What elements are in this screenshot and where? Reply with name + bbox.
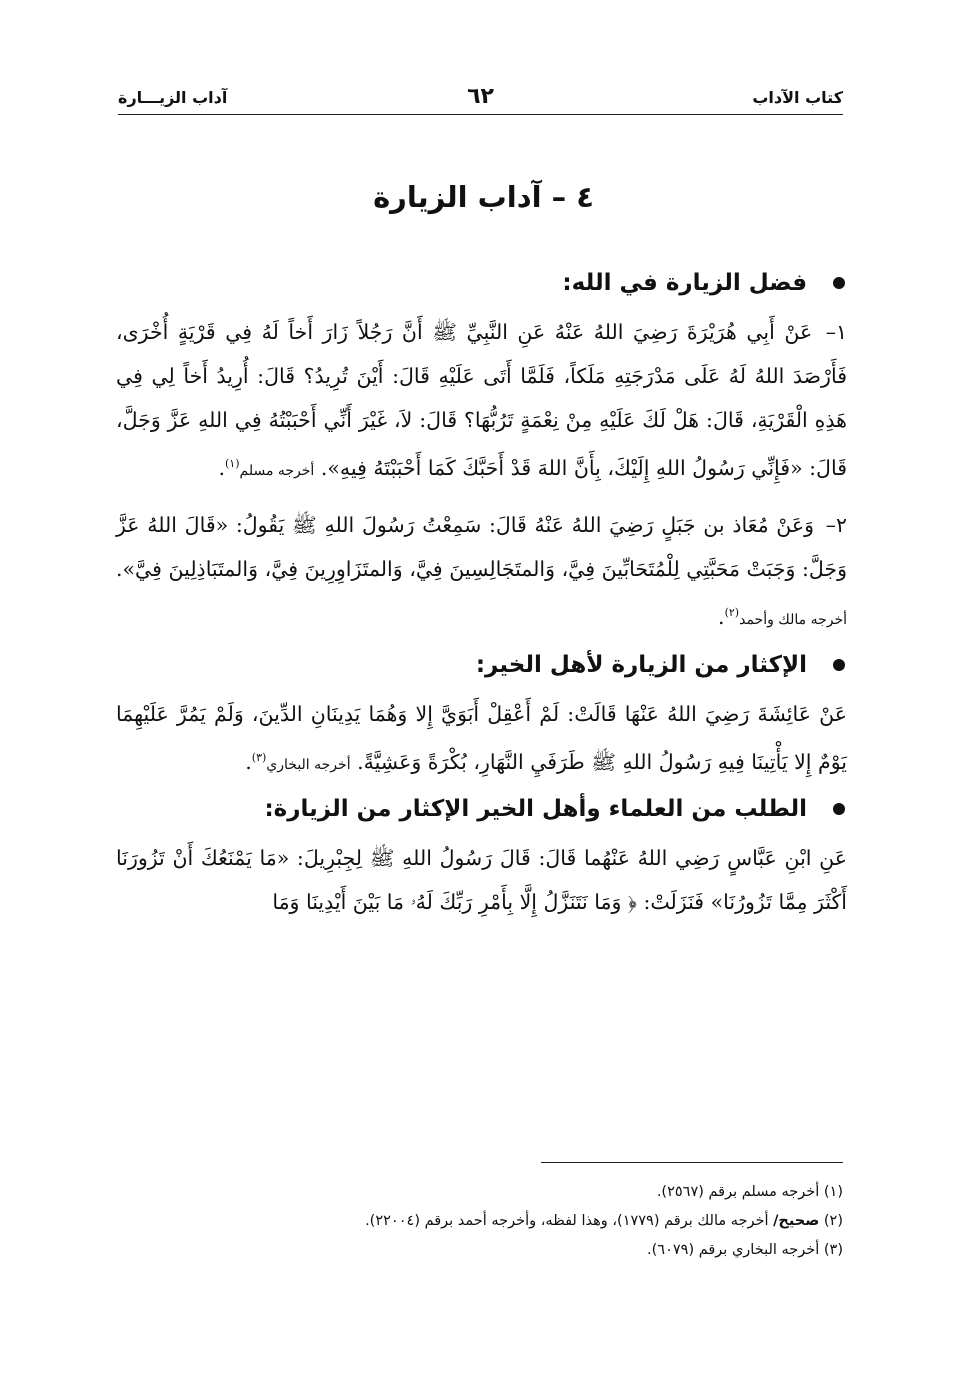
item-number: ١– bbox=[825, 320, 847, 344]
section-heading bbox=[116, 796, 847, 822]
footnote-text: أخرجه البخاري برقم (٦٠٧٩). bbox=[647, 1242, 820, 1258]
hadith-paragraph: ١– عَنْ أَبِي هُرَيْرَةَ رَضِيَ اللهُ عَنْهُ عَنِ النَّبِيِّ ﷺ أَنَّ رَجُلاً زَارَ أَخاً لَهُ فِي قَرْيَةٍ أُخْرَى، فَأَرْصَدَ اللهُ لَهُ عَلَى مَدْرَجَتِهِ مَلَكاً، فَلَمَّا أَتَى عَلَيْهِ قَالَ: أَيْنَ تُرِيدُ؟ قَالَ: أُرِيدُ أَخاً لِي فِي هَذِهِ الْقَرْيَةِ، قَالَ: هَلْ لَكَ عَلَيْهِ مِنْ نِعْمَةٍ تَرُبُّهَا؟ قَالَ: لاَ، غَيْرَ أَنِّي أَحْبَبْتُهُ فِي اللهِ عَزَّ وَجَلَّ، قَالَ: «فَإِنِّي رَسُولُ اللهِ إِلَيْكَ، بِأَنَّ اللهَ قَدْ أَحَبَّكَ كَمَا أَحْبَبْتَهُ فِيهِ». أخرجه مسلم$^{(١)}$. bbox=[116, 320, 847, 480]
hadith-text: عَنْ أَبِي هُرَيْرَةَ رَضِيَ اللهُ عَنْهُ عَنِ النَّبِيِّ ﷺ أَنَّ رَجُلاً زَارَ أَخاً لَهُ فِي قَرْيَةٍ أُخْرَى، فَأَرْصَدَ اللهُ لَهُ عَلَى مَدْرَجَتِهِ مَلَكاً، فَلَمَّا أَتَى عَلَيْهِ قَالَ: أَيْنَ تُرِيدُ؟ قَالَ: أُرِيدُ أَخاً لِي فِي هَذِهِ الْقَرْيَةِ، قَالَ: هَلْ لَكَ عَلَيْهِ مِنْ نِعْمَةٍ تَرُبُّهَا؟ قَالَ: لاَ، غَيْرَ أَنِّي أَحْبَبْتُهُ فِي اللهِ عَزَّ وَجَلَّ، قَالَ: «فَإِنِّي رَسُولُ اللهِ إِلَيْكَ، بِأَنَّ اللهَ قَدْ أَحَبَّكَ كَمَا أَحْبَبْتَهُ فِيهِ». bbox=[116, 320, 847, 480]
footnote-grade: صحيح/ bbox=[773, 1213, 820, 1229]
hadith-source: أخرجه البخاري bbox=[266, 756, 351, 773]
footnote-text: أخرجه مسلم برقم (٢٥٦٧). bbox=[656, 1184, 820, 1200]
main-body bbox=[116, 262, 847, 934]
bullet-icon bbox=[833, 803, 845, 815]
hadith-text: وَعَنْ مُعَاذ بن جَبَلٍ رَضِيَ اللهُ عَنْهُ قَالَ: سَمِعْتُ رَسُولَ اللهِ ﷺ يَقُولُ: «قَالَ اللهُ عَزَّ وَجَلَّ: وَجَبَتْ مَحَبَّتِي لِلْمُتَحَابِّينَ فِيَّ، وَالمتَجَالِسِينَ فِيَّ، وَالمتَزَاوِرِينَ فِيَّ، وَالمتَبَاذِلِينَ فِيَّ». bbox=[116, 512, 847, 581]
section-heading bbox=[116, 652, 847, 678]
hadith-text: عَنِ ابْنِ عَبَّاسٍ رَضِي اللهُ عَنْهُما قَالَ: قَالَ رَسُولُ اللهِ ﷺ لِجِبْرِيلَ: «مَا يَمْنَعُكَ أَنْ تَزُورَنَا أَكْثَرَ مِمَّا تَزُورُنَا» فَنَزَلَتْ: ﴿ وَمَا نَتَنَزَّلُ إِلَّا بِأَمْرِ رَبِّكَ لَهُۥ مَا بَيْنَ أَيْدِينَا وَمَا bbox=[116, 846, 847, 915]
footnote-text: أخرجه مالك برقم (١٧٧٩)، وهذا لفظه، وأخرجه أحمد برقم (٢٢٠٠٤). bbox=[365, 1213, 769, 1229]
hadith-source: أخرجه مسلم bbox=[239, 462, 315, 479]
footnote-label: (٢) bbox=[823, 1213, 843, 1229]
footnotes bbox=[120, 1178, 843, 1265]
bullet-icon bbox=[833, 659, 845, 671]
footnote bbox=[120, 1178, 843, 1207]
hadith-paragraph: ٢– وَعَنْ مُعَاذ بن جَبَلٍ رَضِيَ اللهُ عَنْهُ قَالَ: سَمِعْتُ رَسُولَ اللهِ ﷺ يَقُولُ: «قَالَ اللهُ عَزَّ وَجَلَّ: وَجَبَتْ مَحَبَّتِي لِلْمُتَحَابِّينَ فِيَّ، وَالمتَجَالِسِينَ فِيَّ، وَالمتَزَاوِرِينَ فِيَّ، وَالمتَبَاذِلِينَ فِيَّ». أخرجه مالك وأحمد$^{(٢)}$. bbox=[116, 512, 847, 629]
footnote bbox=[120, 1207, 843, 1236]
hadith-source: أخرجه مالك وأحمد bbox=[739, 611, 847, 628]
hadith-text: عَنْ عَائِشَةَ رَضِيَ اللهُ عَنْهَا قَالَتْ: لَمْ أَعْقِلْ أَبَوَيَّ إِلا وَهُمَا يَدِينَانِ الدِّينَ، وَلَمْ يَمُرَّ عَلَيْهِمَا يَوْمٌ إِلا يَأْتِينَا فِيهِ رَسُولُ اللهِ ﷺ طَرَفَيِ النَّهَارِ، بُكْرَةً وَعَشِيَّةً. bbox=[116, 701, 847, 774]
footnote-divider bbox=[541, 1162, 843, 1163]
footnote-label: (١) bbox=[823, 1184, 843, 1200]
footnote-ref: (١) bbox=[224, 457, 240, 470]
header-chapter-title: آداب الزيـــارة bbox=[118, 88, 228, 107]
hadith-paragraph: عَنْ عَائِشَةَ رَضِيَ اللهُ عَنْهَا قَالَتْ: لَمْ أَعْقِلْ أَبَوَيَّ إِلا وَهُمَا يَدِينَانِ الدِّينَ، وَلَمْ يَمُرَّ عَلَيْهِمَا يَوْمٌ إِلا يَأْتِينَا فِيهِ رَسُولُ اللهِ ﷺ طَرَفَيِ النَّهَارِ، بُكْرَةً وَعَشِيَّةً. أخرجه البخاري$^{(٣)}$. bbox=[116, 701, 847, 774]
footnote-ref: (٢) bbox=[724, 605, 740, 619]
header-book-title: كتاب الآداب bbox=[752, 88, 843, 107]
footnote bbox=[120, 1236, 843, 1265]
item-number: ٢– bbox=[825, 512, 847, 537]
bullet-icon bbox=[833, 277, 845, 289]
footnote-label: (٣) bbox=[823, 1242, 843, 1258]
hadith-paragraph bbox=[116, 836, 847, 924]
section-heading bbox=[116, 270, 847, 296]
section-heading-text: فضل الزيارة في الله: bbox=[562, 270, 807, 296]
section-heading-text: الطلب من العلماء وأهل الخير الإكثار من الزيارة: bbox=[264, 796, 807, 823]
running-header bbox=[118, 84, 843, 115]
section-heading-text: الإكثار من الزيارة لأهل الخير: bbox=[475, 651, 807, 678]
page-title: ٤ – آداب الزيارة bbox=[373, 180, 594, 214]
header-page-number: ٦٢ bbox=[467, 84, 494, 109]
footnote-ref: (٣) bbox=[251, 750, 267, 764]
